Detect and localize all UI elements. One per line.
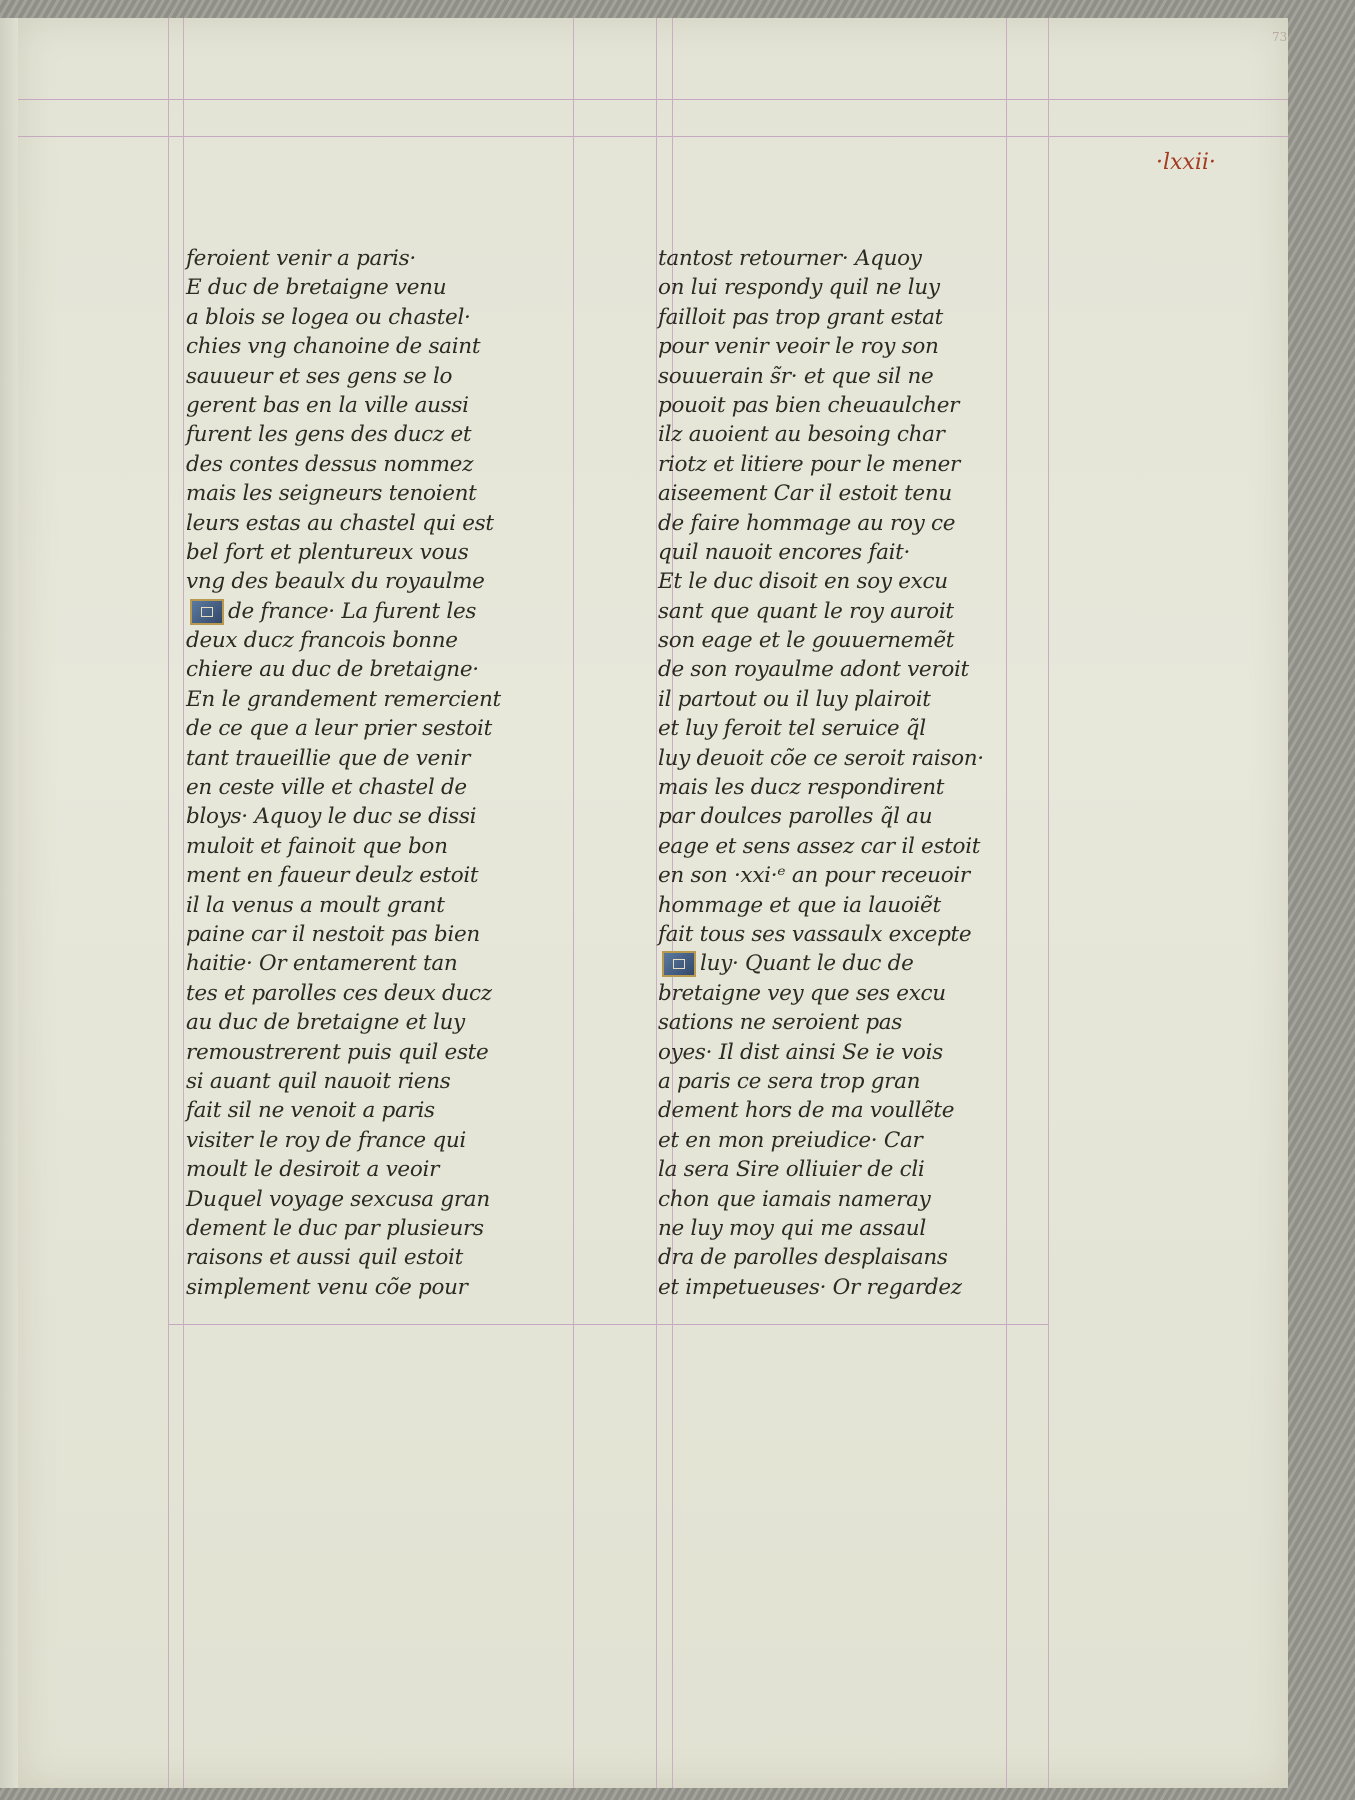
text-line-content: et impetueuses· Or regardez bbox=[658, 1274, 962, 1300]
text-line-content: luy· Quant le duc de bbox=[700, 951, 914, 977]
decorated-initial-icon bbox=[190, 599, 224, 625]
text-line-content: Duquel voyage sexcusa gran bbox=[186, 1186, 490, 1212]
text-line bbox=[658, 509, 1058, 538]
text-line-content: mais les ducz respondirent bbox=[658, 775, 945, 801]
text-line-content: ilz auoient au besoing char bbox=[658, 422, 945, 448]
text-line-content: en son ·xxi·ᵉ an pour receuoir bbox=[658, 863, 970, 889]
text-line bbox=[658, 597, 1058, 626]
folio-number: ·lxxii· bbox=[1156, 150, 1216, 175]
text-line-content: E duc de bretaigne venu bbox=[186, 275, 447, 301]
text-line bbox=[658, 1038, 1058, 1067]
text-line-content: ment en faueur deulz estoit bbox=[186, 863, 479, 889]
decorated-initial-icon bbox=[662, 951, 696, 977]
text-line bbox=[186, 303, 576, 332]
text-line bbox=[658, 244, 1058, 273]
text-line bbox=[658, 1155, 1058, 1184]
text-line bbox=[186, 1185, 576, 1214]
text-line bbox=[186, 509, 576, 538]
ruling-line bbox=[168, 18, 169, 1788]
text-line-content: tes et parolles ces deux ducz bbox=[186, 980, 492, 1006]
text-line bbox=[658, 567, 1058, 596]
text-line bbox=[186, 538, 576, 567]
text-line bbox=[658, 1008, 1058, 1037]
text-line bbox=[658, 1126, 1058, 1155]
text-line bbox=[658, 1067, 1058, 1096]
text-line-content: eage et sens assez car il estoit bbox=[658, 833, 981, 859]
text-line-content: il la venus a moult grant bbox=[186, 892, 445, 918]
text-line-content: si auant quil nauoit riens bbox=[186, 1068, 451, 1094]
text-line-content: pouoit pas bien cheuaulcher bbox=[658, 392, 960, 418]
text-line bbox=[658, 861, 1058, 890]
text-line-content: riotz et litiere pour le mener bbox=[658, 451, 960, 477]
text-line-content: fait sil ne venoit a paris bbox=[186, 1098, 435, 1124]
text-line bbox=[186, 714, 576, 743]
text-line bbox=[186, 362, 576, 391]
text-line-content: et luy feroit tel seruice q̃l bbox=[658, 716, 926, 742]
text-line bbox=[658, 920, 1058, 949]
text-line-content: raisons et aussi quil estoit bbox=[186, 1245, 463, 1271]
text-line bbox=[186, 1038, 576, 1067]
text-line-content: dement hors de ma voullẽte bbox=[658, 1098, 955, 1124]
text-line bbox=[658, 362, 1058, 391]
text-line bbox=[186, 861, 576, 890]
text-line bbox=[186, 1243, 576, 1272]
text-line bbox=[658, 1214, 1058, 1243]
text-line bbox=[186, 1273, 576, 1302]
right-text-column bbox=[658, 244, 1058, 1302]
text-line-content: moult le desiroit a veoir bbox=[186, 1157, 440, 1183]
left-text-column bbox=[186, 244, 576, 1302]
text-line-content: au duc de bretaigne et luy bbox=[186, 1010, 465, 1036]
text-line-content: tantost retourner· Aquoy bbox=[658, 246, 922, 271]
text-line bbox=[186, 567, 576, 596]
text-line-content: sations ne seroient pas bbox=[658, 1010, 903, 1036]
text-line bbox=[658, 420, 1058, 449]
text-line-content: dement le duc par plusieurs bbox=[186, 1215, 484, 1241]
text-line-content: en ceste ville et chastel de bbox=[186, 775, 467, 801]
ruling-line bbox=[18, 99, 1288, 100]
text-line-content: de france· La furent les bbox=[228, 598, 477, 624]
text-line-content: chon que iamais nameray bbox=[658, 1186, 931, 1212]
text-line bbox=[186, 773, 576, 802]
text-line bbox=[186, 479, 576, 508]
text-line bbox=[186, 332, 576, 361]
text-line bbox=[658, 1096, 1058, 1125]
text-line-content: il partout ou il luy plairoit bbox=[658, 686, 931, 712]
corner-page-number: 73 bbox=[1272, 30, 1288, 44]
text-line-content: feroient venir a paris· bbox=[186, 246, 416, 271]
text-line bbox=[186, 979, 576, 1008]
text-line-content: leurs estas au chastel qui est bbox=[186, 510, 494, 536]
text-line bbox=[658, 949, 1058, 978]
text-line bbox=[658, 773, 1058, 802]
text-line bbox=[186, 597, 576, 626]
text-line-content: bretaigne vey que ses excu bbox=[658, 980, 946, 1006]
text-line bbox=[658, 744, 1058, 773]
text-line bbox=[658, 714, 1058, 743]
text-line-content: ne luy moy qui me assaul bbox=[658, 1215, 926, 1241]
text-line-content: paine car il nestoit pas bien bbox=[186, 921, 480, 947]
text-line-content: sauueur et ses gens se lo bbox=[186, 363, 453, 389]
text-line bbox=[186, 450, 576, 479]
text-line-content: tant traueillie que de venir bbox=[186, 745, 471, 771]
text-line-content: de faire hommage au roy ce bbox=[658, 510, 956, 536]
text-line bbox=[186, 920, 576, 949]
text-line-content: on lui respondy quil ne luy bbox=[658, 275, 940, 301]
text-line bbox=[186, 655, 576, 684]
text-line bbox=[186, 949, 576, 978]
text-line bbox=[658, 332, 1058, 361]
text-line-content: pour venir veoir le roy son bbox=[658, 334, 939, 360]
text-line bbox=[186, 1067, 576, 1096]
text-line bbox=[186, 802, 576, 831]
text-line bbox=[658, 1185, 1058, 1214]
text-line-content: et en mon preiudice· Car bbox=[658, 1127, 923, 1153]
text-line-content: mais les seigneurs tenoient bbox=[186, 481, 477, 507]
text-line-content: hommage et que ia lauoiẽt bbox=[658, 892, 941, 918]
text-line-content: quil nauoit encores fait· bbox=[658, 539, 911, 565]
text-line bbox=[658, 655, 1058, 684]
text-line-content: bloys· Aquoy le duc se dissi bbox=[186, 804, 477, 830]
text-line bbox=[186, 1126, 576, 1155]
text-line-content: fait tous ses vassaulx excepte bbox=[658, 921, 972, 947]
text-line bbox=[186, 391, 576, 420]
text-line-content: deux ducz francois bonne bbox=[186, 628, 458, 654]
text-line bbox=[186, 744, 576, 773]
text-line bbox=[658, 832, 1058, 861]
text-line-content: muloit et fainoit que bon bbox=[186, 833, 448, 859]
text-line-content: la sera Sire olliuier de cli bbox=[658, 1157, 925, 1183]
text-line bbox=[186, 1214, 576, 1243]
text-line-content: aiseement Car il estoit tenu bbox=[658, 481, 952, 507]
ruling-line bbox=[656, 18, 657, 1788]
text-line-content: oyes· Il dist ainsi Se ie vois bbox=[658, 1039, 943, 1065]
text-line bbox=[658, 685, 1058, 714]
text-line-content: Et le duc disoit en soy excu bbox=[658, 569, 948, 595]
text-line-content: dra de parolles desplaisans bbox=[658, 1245, 948, 1271]
ruling-line bbox=[18, 136, 1288, 137]
ruling-line bbox=[168, 1324, 1048, 1325]
text-line-content: chiere au duc de bretaigne· bbox=[186, 657, 479, 683]
text-line-content: gerent bas en la ville aussi bbox=[186, 392, 469, 418]
text-line-content: simplement venu cõe pour bbox=[186, 1274, 468, 1300]
text-line-content: a blois se logea ou chastel· bbox=[186, 304, 471, 330]
facing-page-edge bbox=[0, 18, 18, 1788]
text-line-content: souuerain s̃r· et que sil ne bbox=[658, 363, 934, 389]
text-line bbox=[658, 979, 1058, 1008]
text-line-content: En le grandement remercient bbox=[186, 686, 501, 712]
text-line bbox=[658, 1243, 1058, 1272]
text-line bbox=[186, 244, 576, 273]
text-line bbox=[186, 1155, 576, 1184]
text-line-content: chies vng chanoine de saint bbox=[186, 334, 481, 360]
text-line bbox=[658, 538, 1058, 567]
text-line bbox=[186, 420, 576, 449]
text-line bbox=[186, 891, 576, 920]
text-line-content: des contes dessus nommez bbox=[186, 451, 474, 477]
text-line bbox=[658, 303, 1058, 332]
text-line-content: visiter le roy de france qui bbox=[186, 1127, 466, 1153]
text-line bbox=[658, 802, 1058, 831]
text-line-content: a paris ce sera trop gran bbox=[658, 1068, 921, 1094]
text-line bbox=[186, 685, 576, 714]
text-line-content: par doulces parolles q̃l au bbox=[658, 804, 933, 830]
text-line bbox=[658, 479, 1058, 508]
text-line-content: luy deuoit cõe ce seroit raison· bbox=[658, 745, 984, 771]
text-line-content: furent les gens des ducz et bbox=[186, 422, 472, 448]
text-line bbox=[658, 391, 1058, 420]
text-line-content: de ce que a leur prier sestoit bbox=[186, 716, 492, 742]
text-line bbox=[658, 891, 1058, 920]
text-line-content: sant que quant le roy auroit bbox=[658, 598, 954, 624]
text-line bbox=[186, 1008, 576, 1037]
text-line bbox=[658, 1273, 1058, 1302]
text-line bbox=[186, 1096, 576, 1125]
text-line bbox=[186, 832, 576, 861]
text-line-content: de son royaulme adont veroit bbox=[658, 657, 969, 683]
text-line bbox=[658, 273, 1058, 302]
text-line-content: remoustrerent puis quil este bbox=[186, 1039, 489, 1065]
text-line bbox=[186, 626, 576, 655]
text-line-content: bel fort et plentureux vous bbox=[186, 539, 469, 565]
text-line bbox=[658, 626, 1058, 655]
text-line-content: vng des beaulx du royaulme bbox=[186, 569, 485, 595]
text-line-content: haitie· Or entamerent tan bbox=[186, 951, 458, 977]
text-line bbox=[186, 273, 576, 302]
text-line bbox=[658, 450, 1058, 479]
text-line-content: son eage et le gouuernemẽt bbox=[658, 628, 955, 654]
text-line-content: failloit pas trop grant estat bbox=[658, 304, 943, 330]
ruling-line bbox=[183, 18, 184, 1788]
